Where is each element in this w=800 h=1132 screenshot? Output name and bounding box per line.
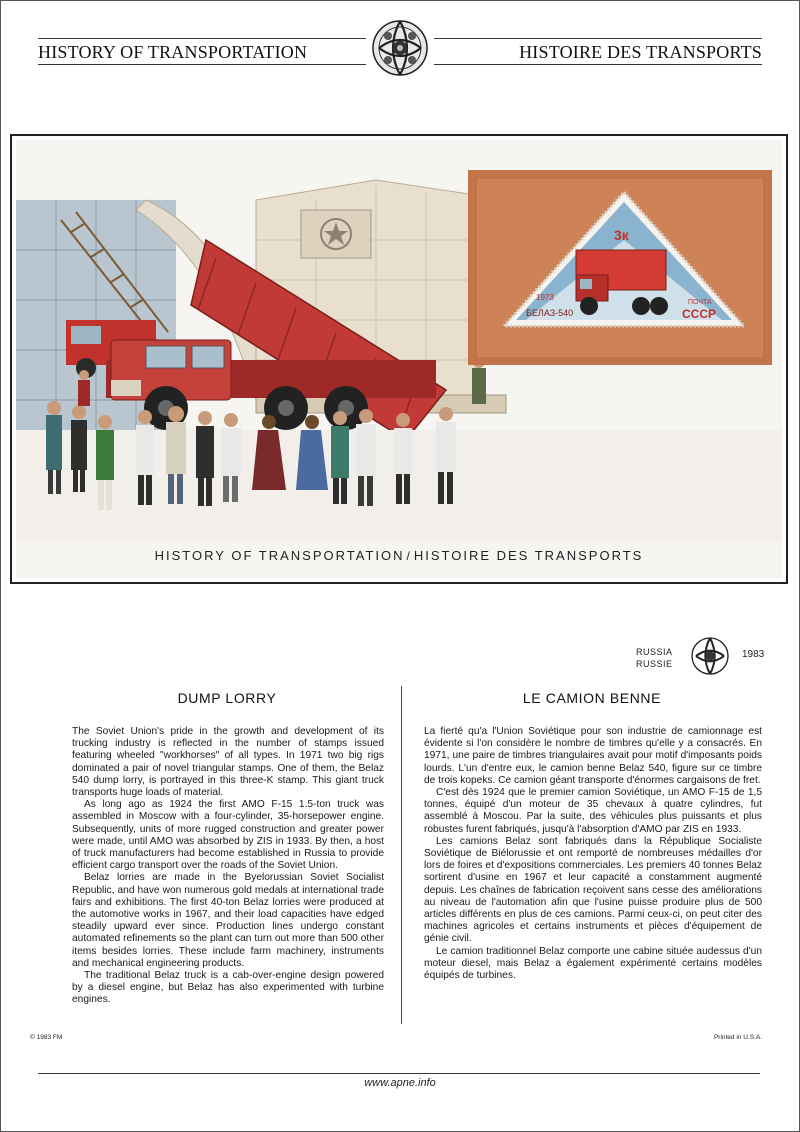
french-paragraph: La fierté qu'a l'Union Soviétique pour son industrie de camionnage est évidente si l'on considère le nombre de timbres qu'elle y a consacrés. En 1971, une paire de timbres triangulaires avait pour motif d'imposants poids lourds. L'un d'entre eux, le camion benne Belaz 540, figure sur ce timbre de trois kopeks. Ce camion géant transporte d'énormes cargaisons de fret. xyxy=(424,726,762,786)
header-title-fr: HISTOIRE DES TRANSPORTS xyxy=(519,42,762,62)
issue-year: 1983 xyxy=(742,649,765,660)
header-rule-left-top xyxy=(38,38,366,39)
website-link[interactable]: www.apne.info xyxy=(364,1077,436,1089)
french-title: LE CAMION BENNE xyxy=(522,690,662,706)
footer-rule xyxy=(38,1073,760,1074)
copyright-notice: © 1983 FM xyxy=(30,1034,63,1041)
header-title-en: HISTORY OF TRANSPORTATION xyxy=(38,42,308,62)
english-title: DUMP LORRY xyxy=(177,690,277,706)
french-paragraph: Les camions Belaz sont fabriqués dans la République Socialiste Soviétique de Biélorussie et ont remporté de nombreuses médailles d'or lors de foires et d'expositions commerciales. Les premiers 40 tonnes Belaz sortirent d'usine en 1967 et leur capacité a constamment augmenté depuis. Les chaînes de fabrication reçoivent sans cesse des améliorations au niveau de l'automation afin que l'usine puisse produire plus de 500 articles différents en plus de ces camions. Parmi ceux-ci, on peut citer des machines agricoles et certains instruments et pièces d'équipement de génie civil. xyxy=(424,835,762,945)
caption-separator: / xyxy=(406,549,412,563)
english-paragraph: The traditional Belaz truck is a cab-over-engine design powered by a diesel engine, but Belaz has also experimented with turbine engines. xyxy=(72,970,384,1006)
dump-truck-illustration xyxy=(16,140,782,540)
stamp-country: СССР xyxy=(682,307,717,321)
english-paragraph: The Soviet Union's pride in the growth and development of its trucking industry is reflected in the number of stamps issued featuring wheeled "workhorses" of all types. In 1971 two big rigs dominated a pair of novel triangular stamps. One of them, the Belaz 540 dump lorry, is portrayed in this three-K stamp. This giant truck transports huge loads of material. xyxy=(72,726,384,799)
french-body xyxy=(424,726,762,982)
small-globe-logo-icon xyxy=(690,636,730,676)
french-paragraph: C'est dès 1924 que le premier camion Soviétique, un AMO F-15 de 1,5 tonnes, équipé d'un moteur de 35 chevaux à quatre cylindres, fut assemblé à Moscou. Par la suite, des véhicules plus puissants et plus robustes furent fabriqués, jusqu'à l'absorption d'AMO par ZIS en 1933. xyxy=(424,787,762,835)
issue-country-fr: RUSSIE xyxy=(636,659,673,669)
stamp-year: 1973 xyxy=(536,293,554,302)
panel-caption xyxy=(16,548,782,563)
header-rule-right-bottom xyxy=(434,64,762,65)
english-body xyxy=(72,726,384,1007)
english-paragraph: As long ago as 1924 the first AMO F-15 1.5-ton truck was assembled in Moscow with a four-cylinder, 35-horsepower engine. Subsequently, units of more rugged construction and greater power were made, until AMO was absorbed by ZIS in 1933. By then, a host of truck manufacturers had become established in Russia to provide efficient cargo transport over the roads of the Soviet Union. xyxy=(72,799,384,872)
french-paragraph: Le camion traditionnel Belaz comporte une cabine située audessus d'un moteur diesel, mais Belaz a également expérimenté certains modèles équipés de turbines. xyxy=(424,945,762,982)
header-rule-right-top xyxy=(434,38,762,39)
stamp-post: ПОЧТА xyxy=(688,299,712,306)
stamp-name: БЕЛАЗ-540 xyxy=(526,308,574,318)
caption-en: HISTORY OF TRANSPORTATION xyxy=(154,548,405,563)
english-paragraph: Belaz lorries are made in the Byelorussian Soviet Socialist Republic, and have won numerous gold medals at international trade fairs and exhibitions. The first 40-ton Belaz lorries were produced at the automotive works in 1967, and their load capacities have edged steadily upward ever since. Production lines undergo constant automated refinements so the plant can turn out more than 500 other items besides lorries. These include farm machinery, instruments and mechanical engineering products. xyxy=(72,872,384,969)
illustration-area xyxy=(16,140,782,578)
stamp-value: 3к xyxy=(614,227,629,243)
issue-country-en: RUSSIA xyxy=(636,647,673,657)
caption-fr: HISTOIRE DES TRANSPORTS xyxy=(413,548,644,563)
column-divider xyxy=(401,686,402,1024)
globe-wheel-logo-icon xyxy=(370,18,430,78)
header-rule-left-bottom xyxy=(38,64,366,65)
illustration-panel xyxy=(10,134,788,584)
printed-notice: Printed in U.S.A. xyxy=(713,1034,762,1041)
issue-country xyxy=(636,646,673,670)
